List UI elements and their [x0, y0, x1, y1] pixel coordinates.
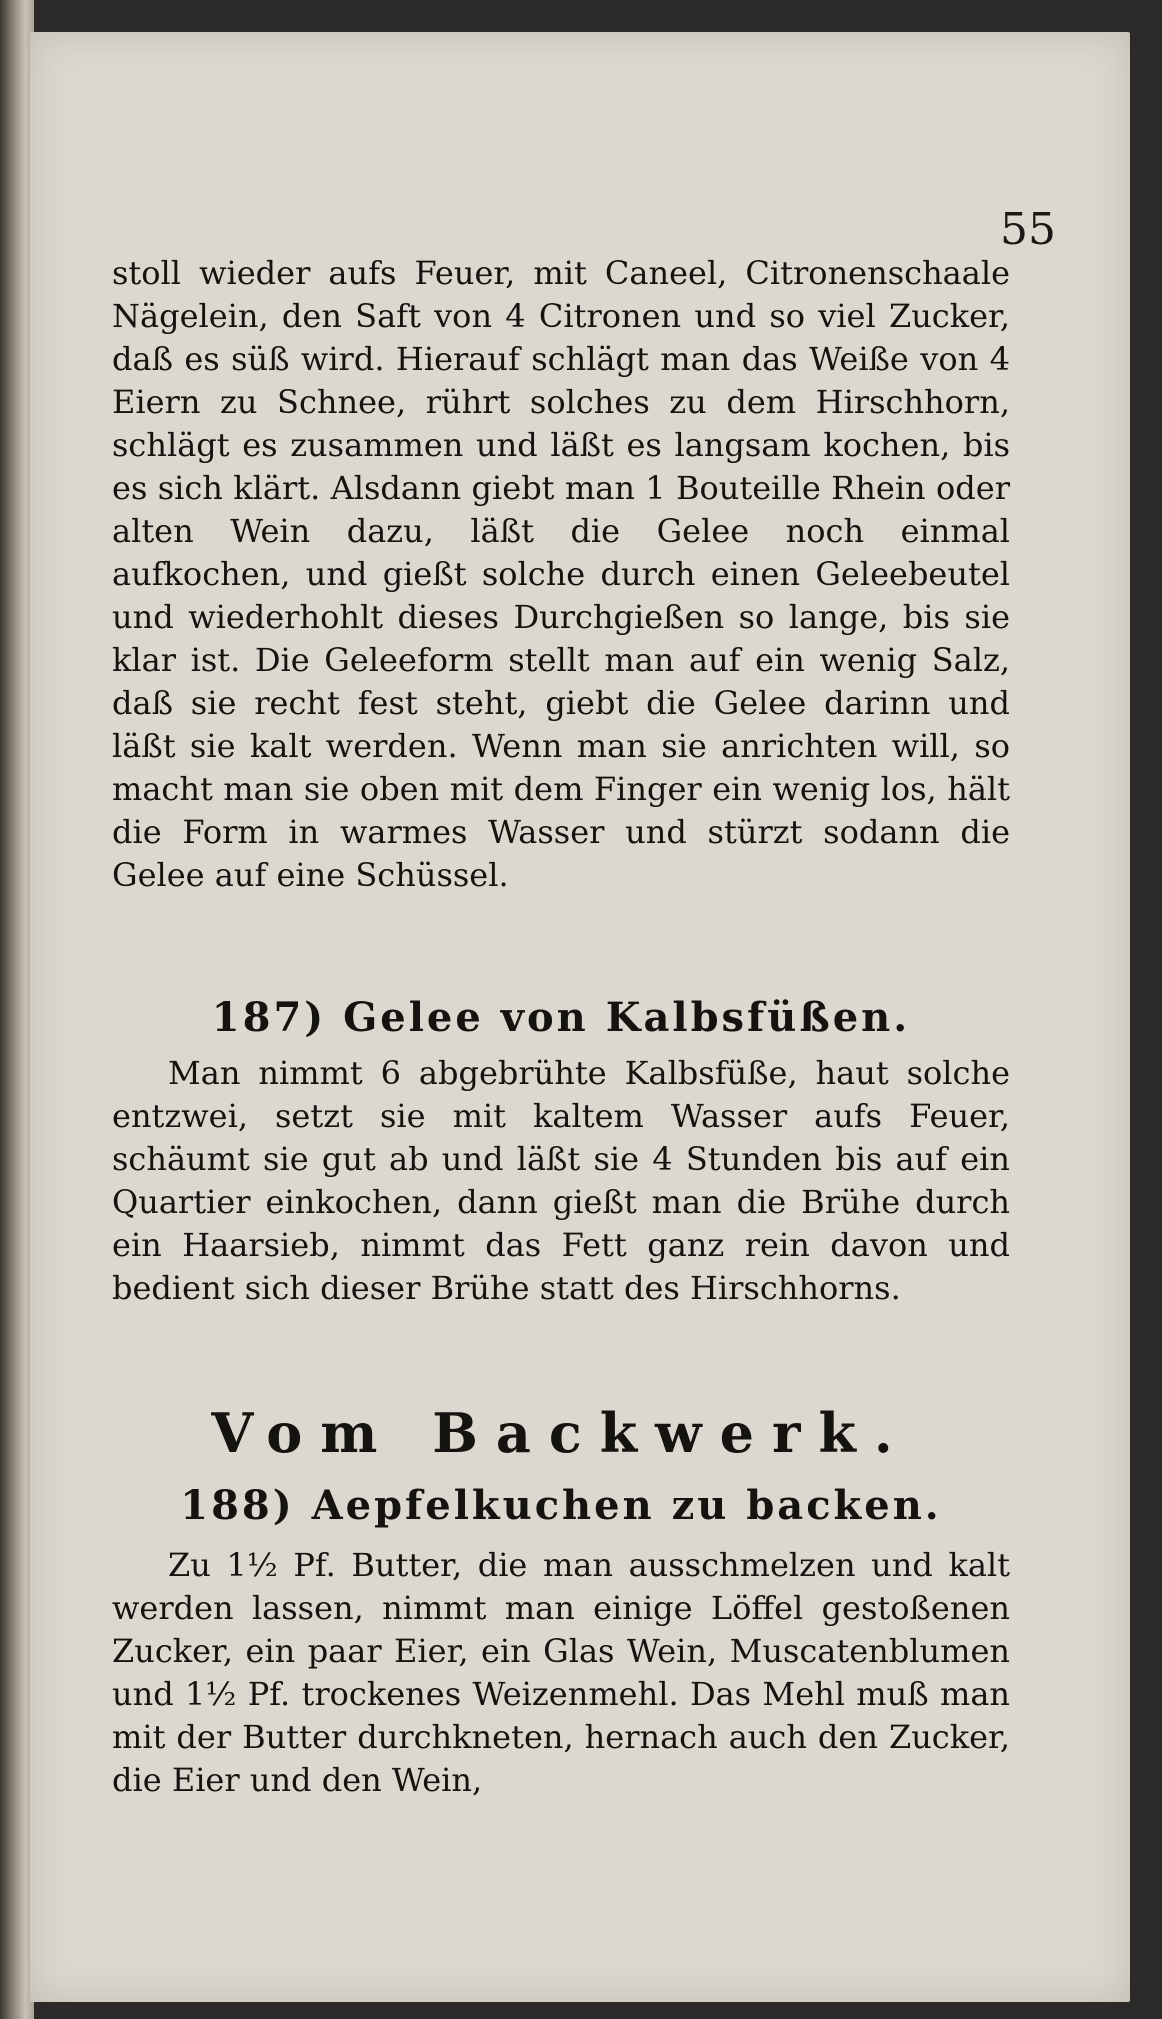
continuation-text: stoll wieder aufs Feuer, mit Caneel, Citronenschaale Nägelein, den Saft von 4 Citronen und so viel Zucker, daß es süß wird. Hierauf schlägt man das Weiße von 4 Eiern zu Schnee, rührt solches zu dem Hirschhorn, schlägt es zusammen und läßt es langsam kochen, bis es sich klärt. Alsdann giebt man 1 Bouteille Rhein oder alten Wein dazu, läßt die Gelee noch einmal aufkochen, und gießt solche durch einen Geleebeutel und wiederhohlt dieses Durchgießen so lange, bis sie klar ist. Die Geleeform stellt man auf ein wenig Salz, daß sie recht fest steht, giebt die Gelee darinn und läßt sie kalt werden. Wenn man sie anrichten will, so macht man sie oben mit dem Finger ein wenig los, hält die Form in warmes Wasser und stürzt sodann die Gelee auf eine Schüssel.	[112, 254, 1010, 894]
page-number: 55	[1000, 204, 1056, 255]
recipe-188	[112, 1478, 1010, 1802]
recipe-187	[112, 990, 1010, 1310]
section-title: Vom Backwerk.	[211, 1401, 911, 1465]
section-backwerk	[112, 1398, 1010, 1468]
recipe-187-title: 187) Gelee von Kalbsfüßen.	[211, 994, 911, 1041]
book-spine-edge	[0, 0, 34, 2019]
recipe-187-text: Man nimmt 6 abgebrühte Kalbsfüße, haut solche entzwei, setzt sie mit kaltem Wasser aufs Feuer, schäumt sie gut ab und läßt sie 4 Stunden bis auf ein Quartier einkochen, dann gießt man die Brühe durch ein Haarsieb, nimmt das Fett ganz rein davon und bedient sich dieser Brühe statt des Hirschhorns.	[112, 1054, 1010, 1307]
recipe-188-text: Zu 1½ Pf. Butter, die man ausschmelzen und kalt werden lassen, nimmt man einige Löffel gestoßenen Zucker, ein paar Eier, ein Glas Wein, Muscatenblumen und 1½ Pf. trockenes Weizenmehl. Das Mehl muß man mit der Butter durchkneten, hernach auch den Zucker, die Eier und den Wein,	[112, 1546, 1010, 1799]
recipe-188-title: 188) Aepfelkuchen zu backen.	[180, 1482, 942, 1529]
continuation-paragraph	[112, 252, 1010, 897]
